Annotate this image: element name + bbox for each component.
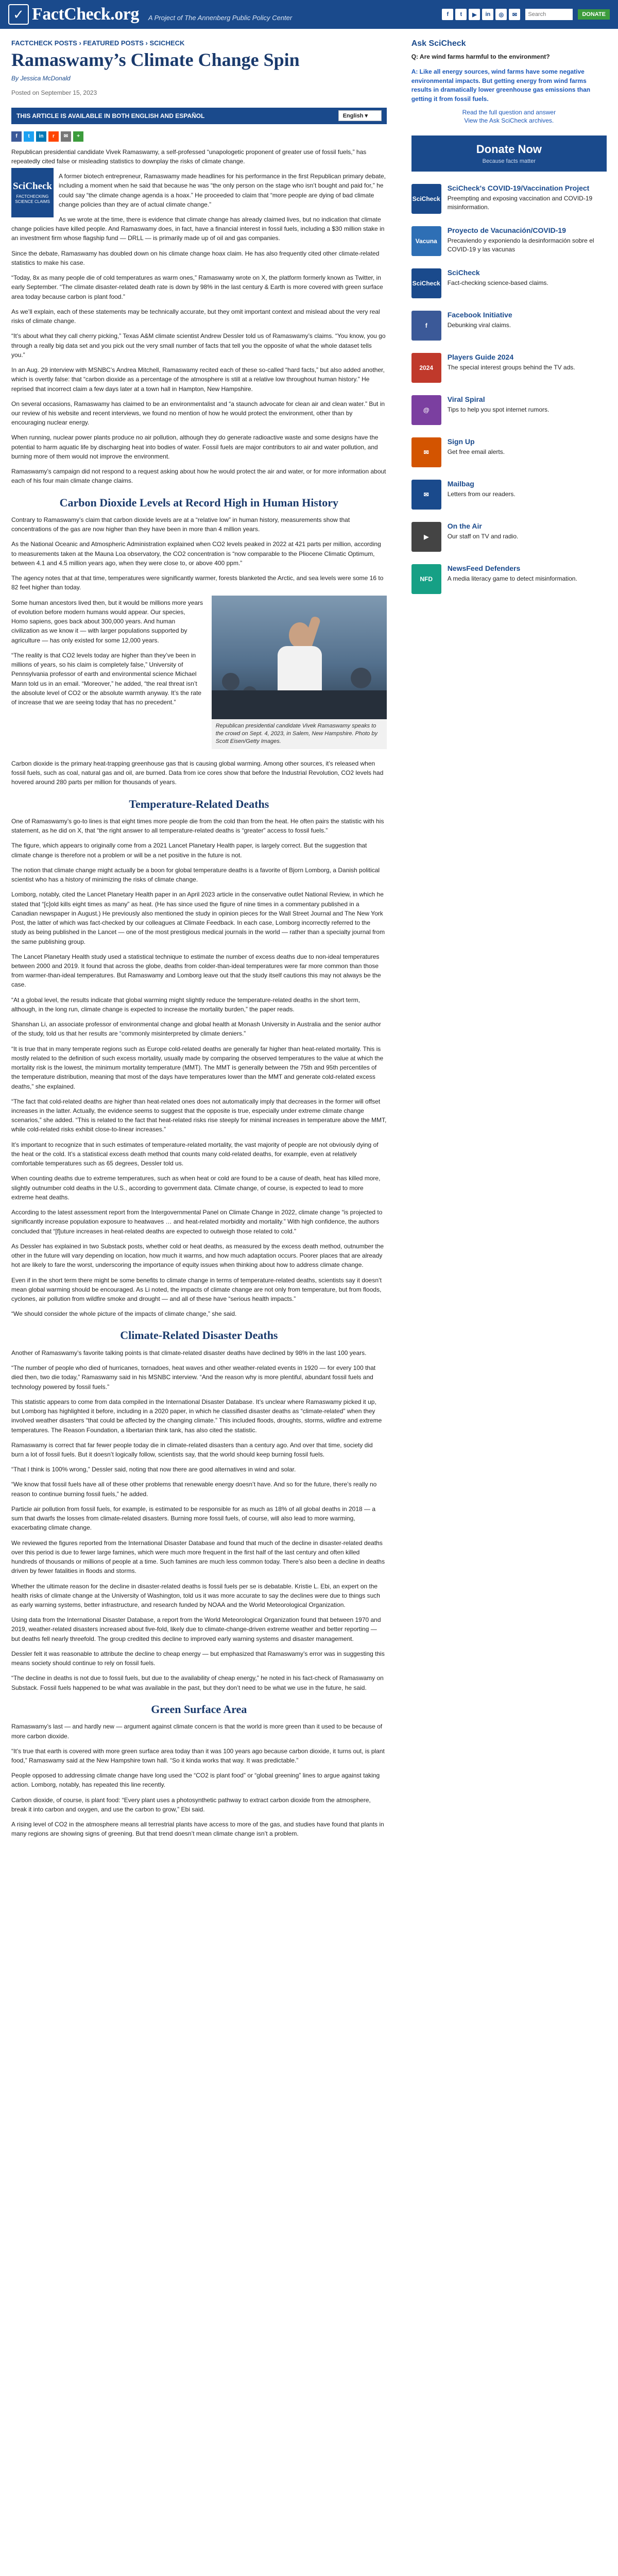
facebook-icon[interactable]: f: [442, 9, 453, 20]
promo-newsfeed[interactable]: [411, 564, 607, 594]
article-paragraph: The Lancet Planetary Health study used a statistical technique to estimate the number of excess deaths due to non-ideal temperatures between 2000 and 2019. It found that across the globe, deaths from colder-than-ideal temperatures were far more common than those from warmer-than-ideal temperatures. But Ramaswamy and Lomborg leave out that the study itself cautions this may not always be the case.: [11, 953, 381, 989]
article-paragraph: When running, nuclear power plants produce no air pollution, although they do generate radioactive waste and some designs have the potential to harm aquatic life by discharging heat into bodies of water. Fossil fuels are major contributors to air and water pollution, and burning more of them would not improve the environment.: [11, 434, 379, 460]
site-logo[interactable]: [8, 4, 139, 25]
donate-banner-title: Donate Now: [476, 142, 542, 156]
article-paragraph: Whether the ultimate reason for the decline in disaster-related deaths is fossil fuels per se is debatable. Kristie L. Ebi, an expert on the health risks of climate change at the University of Washington, told us it was more accurate to say the declines were due to things such as early warning systems, better infrastructure, and research funded by NOAA and the World Meteorological Organization.: [11, 1582, 380, 1609]
promo-mailbag[interactable]: [411, 480, 607, 510]
article-paragraph: Since the debate, Ramaswamy has doubled down on his climate change hoax claim. He has also frequently cited other climate-related statistics to make his case.: [11, 249, 380, 266]
promo-icon: 2024: [411, 353, 441, 383]
promo-viral[interactable]: [411, 395, 607, 425]
article-paragraph: “That I think is 100% wrong,” Dessler said, noting that now there are good alternatives in wind and solar.: [11, 1466, 296, 1473]
ramaswamy-photo: [212, 596, 387, 719]
promo-description: Our staff on TV and radio.: [447, 533, 519, 540]
article-paragraph: “It’s about what they call cherry picking,” Texas A&M climate scientist Andrew Dessler told us of Ramaswamy’s claims. “You know, you go through a really big data set and you pick out the very small number of facts that tell you the opposite of what the whole dataset tells you.”: [11, 332, 386, 359]
article-paragraph: This statistic appears to come from data compiled in the International Disaster Database. It’s unclear where Ramaswamy picked it up, but Lomborg has highlighted it before, including in a 2020 paper, in which he classified disaster deaths as “climate-related” when they involved weather disasters “that could be affected by the changing climate.” This included floods, droughts, storms, wildfire and extreme temperatures. The Reason Foundation, a libertarian think tank, has also cited the statistic.: [11, 1398, 382, 1434]
ask-scicheck-answer[interactable]: A: Like all energy sources, wind farms have some negative environmental impacts. But getting energy from wind farms results in dramatically lower greenhouse gas emissions than getting it from fossil fuels.: [411, 68, 591, 103]
promo-ontheair[interactable]: [411, 522, 607, 552]
section-heading-temperature: Temperature-Related Deaths: [129, 797, 269, 810]
promo-title[interactable]: Players Guide 2024: [447, 352, 514, 361]
language-banner: [11, 108, 387, 124]
promo-title[interactable]: Mailbag: [447, 479, 474, 488]
article-paragraph: As Dessler has explained in two Substack posts, whether cold or heat deaths, as measured by the excess death method, outnumber the other in the future will vary depending on location, how much it warms, and how much adaptation occurs. Poorer places that are already hot are likely to fare the worst, underscoring the importance of equity issues when thinking about how to address climate change.: [11, 1242, 384, 1269]
article-paragraph: Ramaswamy’s last — and hardly new — argument against climate concern is that the world is more green than it used to be because of more carbon dioxide.: [11, 1723, 383, 1740]
article-paragraph: Carbon dioxide, of course, is plant food: “Every plant uses a photosynthetic pathway to extract carbon dioxide from the atmosphere, break it into carbon and oxygen, and use the carbon to grow,” Ebi said.: [11, 1796, 371, 1813]
promo-title[interactable]: SciCheck: [447, 268, 480, 277]
share-icon[interactable]: +: [73, 131, 83, 142]
share-icon[interactable]: f: [11, 131, 22, 142]
promo-players[interactable]: [411, 353, 607, 383]
article-paragraph: Particle air pollution from fossil fuels, for example, is estimated to be responsible for as much as 18% of all global deaths in 2018 — a sum that dwarfs the losses from climate-related disasters. Burning more fossil fuels, of course, will also lead to more warming, exacerbating climate change.: [11, 1505, 376, 1532]
promo-title[interactable]: Sign Up: [447, 437, 475, 446]
article-paragraph: Dessler felt it was reasonable to attribute the decline to cheap energy — but emphasized that Ramaswamy’s error was in suggesting this means society should continue to rely on fossil fuels.: [11, 1650, 385, 1667]
article-paragraph: People opposed to addressing climate change have long used the “CO2 is plant food” or “global greening” lines to argue against taking action. Lomborg, notably, has repeated this line recently.: [11, 1772, 380, 1789]
figure-caption: Republican presidential candidate Vivek Ramaswamy speaks to the crowd on Sept. 4, 2023, in Salem, New Hampshire. Photo by Scott Eisen/Getty Images.: [212, 719, 387, 749]
promo-title[interactable]: SciCheck's COVID-19/Vaccination Project: [447, 183, 590, 192]
promo-covid[interactable]: [411, 184, 607, 214]
donate-button[interactable]: DONATE: [578, 9, 610, 20]
breadcrumb: [11, 39, 387, 47]
promo-scicheck[interactable]: [411, 268, 607, 298]
promo-description: Debunking viral claims.: [447, 321, 511, 329]
promo-title[interactable]: Facebook Initiative: [447, 310, 512, 319]
sidebar: [411, 29, 607, 1839]
article-paragraph: Ramaswamy’s campaign did not respond to a request asking about how he would protect the air and water, or for more information about each of his four main climate change claims.: [11, 468, 386, 485]
promo-text: [448, 311, 512, 330]
promo-text: [448, 268, 548, 287]
language-selected: English: [342, 113, 364, 120]
article-paragraph: “At a global level, the results indicate that global warming might slightly reduce the temperature-related deaths in the short term, although, in the long run, climate change is expected to increase the mortality burden,” the paper reads.: [11, 996, 360, 1013]
share-icon[interactable]: r: [48, 131, 59, 142]
article-paragraph: “We should consider the whole picture of the impacts of climate change,” she said.: [11, 1310, 237, 1318]
article-body: [11, 147, 387, 1839]
ask-archives-link[interactable]: View the Ask SciCheck archives.: [464, 116, 554, 124]
scicheck-badge[interactable]: [11, 168, 54, 217]
article-paragraph: “Today, 8x as many people die of cold temperatures as warm ones,” Ramaswamy wrote on X, the platform formerly known as Twitter, in early September. “The climate disaster-related death rate is down by 98% in the last century & Earth is more covered with green surface area today because carbon is plant food.”: [11, 274, 383, 300]
site-header: [0, 0, 618, 29]
scicheck-badge-title: SciCheck: [13, 181, 52, 192]
ask-read-more-link[interactable]: Read the full question and answer: [462, 108, 556, 116]
promo-text: [448, 353, 575, 372]
section-heading-co2: Carbon Dioxide Levels at Record High in Human History: [59, 496, 339, 509]
article-paragraph: “It is true that in many temperate regions such as Europe cold-related deaths are generally far higher than heat-related mortality. This is mostly related to the definition of such excess mortality, usually made by comparing the observed temperatures to the value at which the mortality risk is the lowest, the minimum mortality temperature (MMT). The MMT is generally between the 75th and 95th percentiles of the temperature distribution, meaning that most of the days have temperatures lower than the MMT and generate cold-related excess deaths,” she explained.: [11, 1045, 384, 1090]
article-paragraph: The agency notes that at that time, temperatures were significantly warmer, forests blanketed the Arctic, and sea levels were some 16 to 82 feet higher than today.: [11, 574, 384, 591]
promo-description: The special interest groups behind the TV ads.: [447, 364, 575, 371]
promo-icon: ✉: [411, 480, 441, 510]
article-paragraph: Lomborg, notably, cited the Lancet Planetary Health paper in an April 2023 article in the conservative outlet National Review, in which he stated that “[c]old kills eight times as many” as heat. (He has since used the figure of nine times in a commentary published in a Canadian newspaper in August.) He previously also mentioned the study in opinion pieces for the Wall Street Journal and The New York Post, the latter of which was fact-checked by our colleagues at Climate Feedback. In each case, Lomborg incorrectly referred to the study as being published in the Lancet — one of the most prestigious medical journals in the world — rather than a specialty journal from the same publishing group.: [11, 891, 385, 945]
article-paragraph: It’s important to recognize that in such estimates of temperature-related mortality, the vast majority of people are not obviously dying of the heat or the cold. It’s a statistical excess death method that counts many cold-related deaths, for example, even at relatively comfortable temperatures such as 65 degrees, Dessler told us.: [11, 1141, 379, 1167]
header-tools: [442, 9, 610, 20]
promo-description: Letters from our readers.: [447, 490, 516, 498]
article-paragraph: On several occasions, Ramaswamy has claimed to be an environmentalist and “a staunch advocate for clean air and clean water.” But in our review of his website and recent interviews, we found no mention of how he would protect the environment, other than by encouraging nuclear energy.: [11, 400, 385, 427]
promo-description: A media literacy game to detect misinformation.: [447, 575, 577, 583]
article-figure: [212, 596, 387, 749]
article-paragraph: Another of Ramaswamy’s favorite talking points is that climate-related disaster deaths have declined by 98% in the last 100 years.: [11, 1349, 367, 1357]
promo-description: Fact-checking science-based claims.: [447, 279, 548, 287]
promo-proyecto[interactable]: [411, 226, 607, 256]
youtube-icon[interactable]: ▶: [469, 9, 480, 20]
promo-icon: SciCheck: [411, 268, 441, 298]
section-heading-green: Green Surface Area: [151, 1702, 247, 1716]
section-heading-disaster: Climate-Related Disaster Deaths: [120, 1329, 278, 1342]
promo-facebook[interactable]: [411, 311, 607, 341]
promo-description: Tips to help you spot internet rumors.: [447, 406, 550, 414]
article-paragraph: “We know that fossil fuels have all of these other problems that renewable energy doesn’t have. And so for the future, there’s really no reason to continue burning fossil fuels,” he added.: [11, 1481, 377, 1498]
article-paragraph: Carbon dioxide is the primary heat-trapping greenhouse gas that is causing global warming. Among other sources, it’s released when fossil fuels, such as coal, natural gas and oil, are burned. Data from ice cores show that before the Industrial Revolution, CO2 levels had hovered around 280 parts per million for thousands of years.: [11, 759, 384, 786]
promo-description: Preempting and exposing vaccination and COVID-19 misinformation.: [447, 195, 593, 211]
article-paragraph: Contrary to Ramaswamy’s claim that carbon dioxide levels are at a “relative low” in human history, measurements show that concentrations of the gas are now higher than they have been in more than 4 million years.: [11, 516, 350, 533]
ask-scicheck-question: Q: Are wind farms harmful to the environment?: [411, 53, 550, 60]
share-icon[interactable]: t: [24, 131, 34, 142]
promo-text: [448, 226, 607, 253]
article-paragraph: According to the latest assessment report from the Intergovernmental Panel on Climate Change in 2022, climate change “is projected to significantly increase population exposure to heatwaves … and heat-related morbidity and mortality.” With high confidence, the authors concluded that “[f]uture increases in heat-related deaths are expected to outweigh those related to cold.”: [11, 1209, 383, 1235]
breadcrumb-separator: ›: [143, 39, 150, 47]
article-paragraph: A rising level of CO2 in the atmosphere means all terrestrial plants have access to more of the gas, and studies have found that plants in many regions are showing signs of greening. But that trend doesn’t mean climate change isn’t a problem.: [11, 1821, 384, 1838]
breadcrumb-separator: ›: [77, 39, 83, 47]
linkedin-icon[interactable]: in: [482, 9, 493, 20]
breadcrumb-scicheck[interactable]: SCICHECK: [149, 39, 185, 47]
promo-icon: SciCheck: [411, 184, 441, 214]
language-notice: THIS ARTICLE IS AVAILABLE IN BOTH ENGLISH AND ESPAÑOL: [16, 112, 205, 120]
article-paragraph: The figure, which appears to originally come from a 2021 Lancet Planetary Health paper, is largely correct. But the suggestion that climate change is therefore not a problem or will be a net positive in the future is not.: [11, 842, 367, 859]
article: [11, 29, 387, 1839]
article-paragraph: Republican presidential candidate Vivek Ramaswamy, a self-professed “unapologetic proponent of greater use of fossil fuels,” has repeatedly cited false or misleading statistics to downplay the risks of climate change.: [11, 148, 367, 165]
article-paragraph: “The reality is that CO2 levels today are higher than they’ve been in millions of years, so his claim is completely false,” University of Pennsylvania professor of earth and environmental science Michael Mann told us in an email. “Moreover,” he added, “the real threat isn’t the absolute level of CO2 or the absolute warmth anyway. It’s the rate of increase that we are seeing today that has no precedent.”: [11, 651, 202, 706]
promo-text: [448, 184, 607, 211]
promo-icon: ▶: [411, 522, 441, 552]
breadcrumb-featured-posts[interactable]: FEATURED POSTS: [83, 39, 144, 47]
page-body: [0, 29, 618, 1839]
article-paragraph: Ramaswamy is correct that far fewer people today die in climate-related disasters than a century ago. And over that time, society did burn a lot of fossil fuels. But it doesn’t logically follow, scientists say, that the world should keep burning fossil fuels.: [11, 1441, 373, 1458]
promo-text: [448, 395, 550, 414]
article-paragraph: In an Aug. 29 interview with MSNBC’s Andrea Mitchell, Ramaswamy recited each of these so-called “hard facts,” but also added another, which is overtly false: that “carbon dioxide as a percentage of the atmosphere is still at a relative low throughout human history.” He reprised that incorrect claim a few days later at a town hall in Hampton, New Hampshire.: [11, 366, 385, 393]
article-paragraph: As the National Oceanic and Atmospheric Administration explained when CO2 levels peaked in 2022 at 421 parts per million, according to measurements taken at the Mauna Loa observatory, the CO2 concentration is “now comparable to the Pliocene Climatic Optimum, between 4.1 and 4.5 million years ago, when they were close to, or above 400 ppm.”: [11, 540, 381, 567]
article-paragraph: “The decline in deaths is not due to fossil fuels, but due to the availability of cheap energy,” he noted in his fact-check of Ramaswamy on Substack. Fossil fuels happened to be what was available in the past, but they don’t need to be what we use in the future, he said.: [11, 1674, 384, 1691]
article-paragraph: “The fact that cold-related deaths are higher than heat-related ones does not automatically imply that decreases in the former will offset increases in the latter. Actually, the evidence seems to suggest that the opposite is true, especially under extreme climate change scenarios,” she added. “This is related to the fact that heat-related risks rise steeply for minimal increases in temperature above the MMT, while cold-related risks exhibit close-to-linear increases.”: [11, 1097, 387, 1133]
promo-list: [411, 184, 607, 594]
article-paragraph: Some human ancestors lived then, but it would be millions more years of evolution before modern humans would appear. Our species, Homo sapiens, goes back about 300,000 years. And human civilization as we know it — with larger populations supported by agriculture — has only existed for some 12,000 years.: [11, 599, 203, 644]
breadcrumb-factcheck-posts[interactable]: FACTCHECK POSTS: [11, 39, 77, 47]
promo-icon: NFD: [411, 564, 441, 594]
promo-title[interactable]: Proyecto de Vacunación/COVID-19: [447, 226, 566, 234]
promo-icon: @: [411, 395, 441, 425]
promo-text: [448, 564, 577, 583]
share-icon[interactable]: ✉: [61, 131, 71, 142]
donate-banner[interactable]: [411, 135, 607, 172]
article-paragraph: When counting deaths due to extreme temperatures, such as when heat or cold are found to be a cause of death, heat has killed more, slightly outnumber cold deaths in the U.S., according to government data. Climate change, of course, is expected to lead to more extreme heat deaths.: [11, 1175, 381, 1201]
share-icon[interactable]: in: [36, 131, 46, 142]
promo-description: Get free email alerts.: [447, 448, 505, 456]
promo-title[interactable]: Viral Spiral: [447, 395, 485, 403]
promo-text: [448, 437, 505, 456]
promo-icon: ✉: [411, 437, 441, 467]
promo-icon: Vacuna: [411, 226, 441, 256]
page-title: Ramaswamy’s Climate Change Spin: [11, 49, 300, 70]
ask-scicheck-heading: Ask SciCheck: [411, 39, 466, 48]
promo-text: [448, 522, 519, 541]
article-paragraph: A former biotech entrepreneur, Ramaswamy made headlines for his performance in the first Republican primary debate, including a moment when he said that because he was “the only person on the stage who isn’t bought and paid for,” he could say “the climate change agenda is a hoax.” He proceeded to claim that “more people are dying of bad climate change policies than they are of actual climate change.”: [59, 173, 386, 208]
promo-signup[interactable]: [411, 437, 607, 467]
article-paragraph: One of Ramaswamy’s go-to lines is that eight times more people die from the cold than from the heat. He often pairs the statistic with his statement, as he did on X, that “the right answer to all temperature-related deaths is “greater” access to fossil fuels.”: [11, 817, 384, 835]
article-paragraph: The notion that climate change might actually be a boon for global temperature deaths is a favorite of Bjorn Lomborg, a Danish political scientist who has a history of minimizing the risks of climate change.: [11, 866, 380, 884]
logo-text: FactCheck.org: [32, 5, 139, 24]
article-date: Posted on September 15, 2023: [11, 89, 97, 96]
promo-title[interactable]: NewsFeed Defenders: [447, 564, 521, 572]
twitter-icon[interactable]: t: [455, 9, 467, 20]
article-paragraph: Shanshan Li, an associate professor of environmental change and global health at Monash University in Australia and the senior author of the study, told us that her results are “commonly misinterpreted by climate deniers.”: [11, 1021, 381, 1038]
article-paragraph: As we wrote at the time, there is evidence that climate change has already claimed lives, but no indication that climate change policies have killed people. And Ramaswamy does, in fact, have a financial interest in fossil fuels, including a $30 million stake in an investment firm whose flagship fund — DRLL — is primarily made up of oil and gas companies.: [11, 216, 385, 242]
article-paragraph: Even if in the short term there might be some benefits to climate change in terms of temperature-related deaths, scientists say it doesn’t mean global warming should be encouraged. As Li noted, the impacts of climate change are not only from temperature, but from floods, cyclones, air pollution from wildfire smoke and drought — and all of these have “serious health impacts.”: [11, 1276, 382, 1302]
promo-icon: f: [411, 311, 441, 341]
instagram-icon[interactable]: ◎: [495, 9, 507, 20]
article-paragraph: As we’ll explain, each of these statements may be technically accurate, but they omit important context and mislead about the very real risks of climate change.: [11, 308, 380, 325]
share-bar: [11, 131, 387, 142]
checkmark-icon: ✓: [8, 4, 29, 25]
donate-banner-subtitle: Because facts matter: [482, 158, 536, 164]
article-paragraph: “The number of people who died of hurricanes, tornadoes, heat waves and other weather-related events in 1920 — for every 100 that died then, two die today,” Ramaswamy said in his MSNBC interview. “And the reason why is more plentiful, abundant fossil fuels and technology powered by fossil fuels.”: [11, 1364, 376, 1391]
article-byline[interactable]: By Jessica McDonald: [11, 74, 71, 82]
search-input[interactable]: [525, 9, 573, 20]
promo-text: [448, 480, 516, 499]
article-paragraph: We reviewed the figures reported from the International Disaster Database and found that much of the decline in disaster-related deaths over this period is due to fewer large famines, which were much more frequent in the first half of the last century and often killed hundreds of thousands or millions of people at a time. Such famines are much less common today. There’s also been a decline in deaths driven by fewer fatalities in floods and storms.: [11, 1539, 385, 1575]
site-tagline: A Project of The Annenberg Public Policy Center: [148, 13, 293, 22]
language-select[interactable]: English ▾: [338, 110, 382, 121]
promo-description: Precaviendo y exponiendo la desinformación sobre el COVID-19 y las vacunas: [447, 237, 594, 253]
article-paragraph: “It’s true that earth is covered with more green surface area today than it was 100 years ago because carbon dioxide, it turns out, is plant food,” Ramaswamy said at the New Hampshire town hall. “So it kinda works that way. It was predictable.”: [11, 1747, 385, 1764]
email-icon[interactable]: ✉: [509, 9, 520, 20]
scicheck-badge-subtitle: FACTCHECKING SCIENCE CLAIMS: [15, 194, 50, 205]
promo-title[interactable]: On the Air: [447, 521, 482, 530]
article-paragraph: Using data from the International Disaster Database, a report from the World Meteorological Organization found that between 1970 and 2019, weather-related disasters increased about five-fold, likely due to climate-change-driven extreme weather and better reporting — but deaths fell nearly threefold. The group credited this decline to improved early warning systems and disaster management.: [11, 1616, 381, 1642]
